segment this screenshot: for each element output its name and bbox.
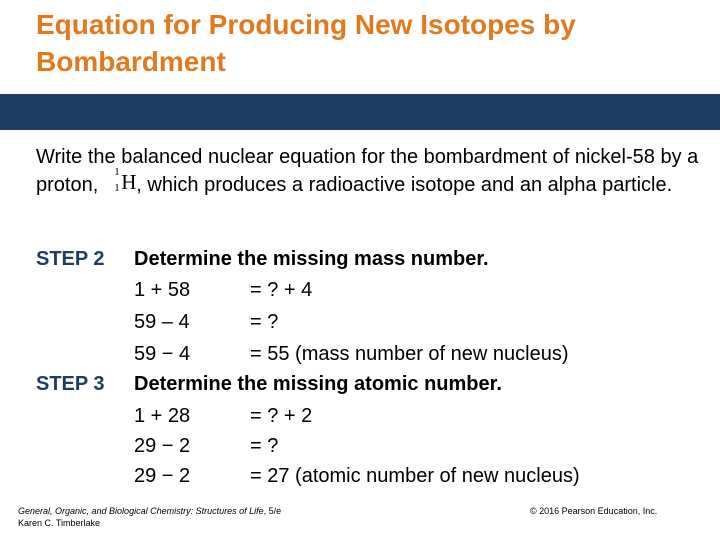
footer-book-title: General, Organic, and Biological Chemistry: Structures of Life <box>18 506 264 516</box>
step2-line1-right: = ? + 4 <box>250 279 313 301</box>
footer-edition: , 5/e <box>263 506 282 516</box>
step2-heading: Determine the missing mass number. <box>134 248 489 270</box>
step2-line3-left: 59 − 4 <box>134 343 191 365</box>
step3-line3-right: = 27 (atomic number of new nucleus) <box>250 465 580 487</box>
step3-heading: Determine the missing atomic number. <box>134 373 502 395</box>
slide-title: Equation for Producing New Isotopes by Bombardment <box>36 9 576 77</box>
step3-line3-left: 29 − 2 <box>134 465 191 487</box>
title-band <box>0 94 720 130</box>
proton-mass-number: 1 <box>114 166 120 178</box>
step3-line1-right: = ? + 2 <box>250 405 313 427</box>
step3-line2-right: = ? <box>250 435 279 457</box>
step2-label: STEP 2 <box>36 248 105 270</box>
proton-atomic-number: 1 <box>114 182 120 194</box>
footer-citation <box>18 505 281 529</box>
step2-line2-left: 59 – 4 <box>134 311 190 333</box>
intro-text-after: , which produces a radioactive isotope and an alpha particle. <box>136 174 673 196</box>
footer-copyright: © 2016 Pearson Education, Inc. <box>530 506 658 516</box>
step2-line2-right: = ? <box>250 311 279 333</box>
footer-author: Karen C. Timberlake <box>18 518 101 528</box>
step3-line1-left: 1 + 28 <box>134 405 191 427</box>
step2-line1-left: 1 + 58 <box>134 279 191 301</box>
step2-line3-right: = 55 (mass number of new nucleus) <box>250 343 569 365</box>
intro-text-before: Write the balanced nuclear equation for the bombardment of nickel-58 by a proton, <box>36 146 699 196</box>
proton-symbol <box>98 166 137 194</box>
problem-statement <box>36 143 706 199</box>
step3-line2-left: 29 − 2 <box>134 435 191 457</box>
proton-element: H <box>121 170 137 194</box>
step3-label: STEP 3 <box>36 373 105 395</box>
